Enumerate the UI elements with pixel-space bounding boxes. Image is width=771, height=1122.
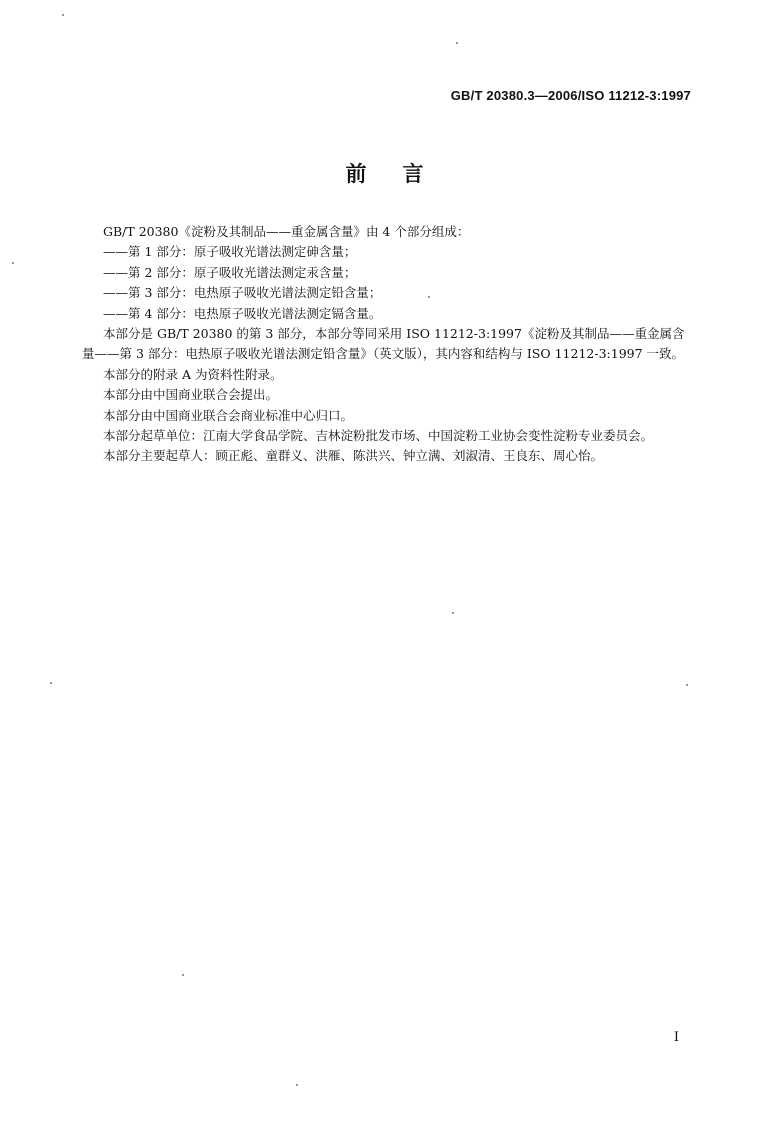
paragraph-annex: 本部分的附录 A 为资料性附录。 xyxy=(103,366,283,382)
paragraph-composition: GB/T 20380《淀粉及其制品——重金属含量》由 4 个部分组成： xyxy=(103,224,470,239)
title-char-1: 前 xyxy=(345,162,369,186)
scan-speck xyxy=(452,612,454,614)
page-number: I xyxy=(673,1030,679,1045)
list-item-part-1: ——第 1 部分：原子吸收光谱法测定砷含量； xyxy=(103,244,357,260)
scan-speck xyxy=(12,262,14,264)
list-item-part-2: ——第 2 部分：原子吸收光谱法测定汞含量； xyxy=(103,264,357,280)
standard-code: GB/T 20380.3—2006/ISO 11212-3:1997 xyxy=(450,88,691,103)
scan-speck xyxy=(50,682,52,684)
list-item-part-4: ——第 4 部分：电热原子吸收光谱法测定镉含量。 xyxy=(103,305,382,321)
scan-speck xyxy=(456,42,458,44)
list-item-part-3: ——第 3 部分：电热原子吸收光谱法测定铅含量； xyxy=(103,285,382,301)
foreword-body xyxy=(82,222,692,467)
page-title xyxy=(0,158,771,188)
paragraph-drafting-units: 本部分起草单位：江南大学食品学院、吉林淀粉批发市场、中国淀粉工业协会变性淀粉专业委员会。 xyxy=(103,428,654,444)
scan-speck xyxy=(686,684,688,686)
paragraph-drafters: 本部分主要起草人：顾正彪、童群义、洪雁、陈洪兴、钟立满、刘淑清、王良东、周心怡。 xyxy=(103,448,604,464)
scan-speck xyxy=(296,1084,298,1086)
paragraph-centralized-by: 本部分由中国商业联合会商业标准中心归口。 xyxy=(103,407,354,423)
scan-speck xyxy=(428,296,430,298)
scan-speck xyxy=(62,14,64,16)
scan-speck xyxy=(182,974,184,976)
paragraph-adoption: 本部分是 GB/T 20380 的第 3 部分，本部分等同采用 ISO 11212-3:1997《淀粉及其制品——重金属含量——第 3 部分：电热原子吸收光谱法测定铅含量》（英文版），其内容和结构与 ISO 11212-3:1997 一致。 xyxy=(82,326,685,362)
title-char-2: 言 xyxy=(402,162,426,186)
paragraph-proposed-by: 本部分由中国商业联合会提出。 xyxy=(103,387,279,403)
